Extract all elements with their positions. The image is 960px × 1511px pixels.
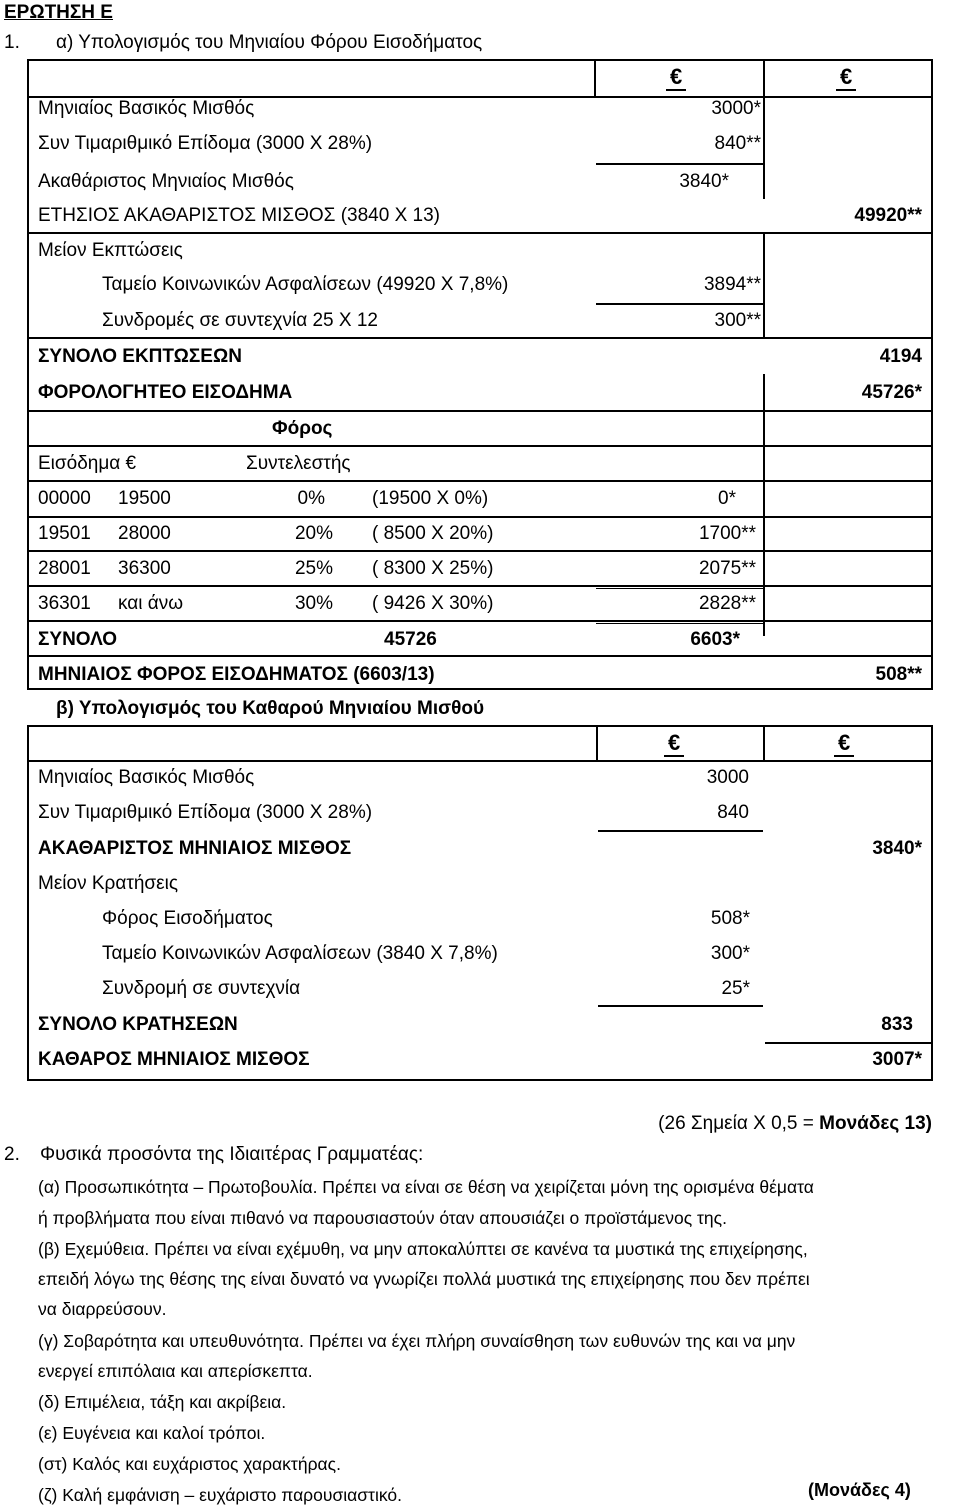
bracket-rate: 20% [294,523,333,544]
row-total: 4194 [879,346,922,367]
row-total: 3007* [872,1049,922,1070]
list-line: (ζ) Καλή εμφάνιση – ευχάριστο παρουσιαστικό. [38,1485,402,1505]
item-1-number: 1. [4,32,20,53]
row-label: Μηνιαίος Βασικός Μισθός [38,98,255,119]
total-label: ΣΥΝΟΛΟ [38,629,118,650]
bracket-lo: 28001 [38,558,91,579]
row-amount: 840 [717,802,749,823]
list-line: (στ) Καλός και ευχάριστος χαρακτήρας. [38,1454,341,1474]
bracket-tax: 0* [718,488,736,509]
list-line: να διαρρεύσουν. [38,1299,167,1319]
row-label: Συνδρομές σε συντεχνία 25 Χ 12 [102,310,378,331]
section-b-title: β) Υπολογισμός του Καθαρού Μηνιαίου Μισθού [56,698,485,719]
total-tax: 6603* [690,629,740,650]
row-label: Μείον Κρατήσεις [38,873,178,894]
list-line: (α) Προσωπικότητα – Πρωτοβουλία. Πρέπει να είναι σε θέση να χειρίζεται μόνη της ορισμένα θέματα [38,1177,814,1197]
bracket-calc: ( 8500 Χ 20%) [372,523,494,544]
income-label: Εισόδημα € [38,453,137,474]
bracket-rate: 0% [297,488,325,509]
row-label: ΚΑΘΑΡΟΣ ΜΗΝΙΑΙΟΣ ΜΙΣΘΟΣ [38,1049,310,1070]
bracket-tax: 2075** [698,558,756,579]
row-label: Συν Τιμαριθμικό Επίδομα (3000 Χ 28%) [38,133,373,154]
bracket-lo: 19501 [38,523,91,544]
item-2-points: (Μονάδες 4) [808,1480,911,1500]
row-label: Συν Τιμαριθμικό Επίδομα (3000 Χ 28%) [38,802,373,823]
row-amount: 508* [710,908,750,929]
row-amount: 3894** [703,274,761,295]
row-label: Ακαθάριστος Μηνιαίος Μισθός [38,171,294,192]
rate-label: Συντελεστής [246,453,351,474]
bracket-rate: 25% [294,558,333,579]
bracket-tax: 1700** [698,523,756,544]
list-line: επειδή λόγω της θέσης της είναι δυνατό να γνωρίζει πολλά μυστικά της επιχείρησης που δεν πρέπει [38,1269,810,1289]
row-total: 49920** [854,205,922,226]
list-line: ή προβλήματα που είναι πιθανό να παρουσιαστούν όταν απουσιάζει ο προϊστάμενος της. [38,1208,727,1228]
bracket-hi: και άνω [118,593,184,614]
bracket-calc: (19500 Χ 0%) [372,488,489,509]
list-line: (ε) Ευγένεια και καλοί τρόποι. [38,1423,266,1443]
item-2-number: 2. [4,1144,20,1165]
row-label: Φόρος Εισοδήματος [102,908,273,929]
bracket-lo: 36301 [38,593,91,614]
list-line: (γ) Σοβαρότητα και υπευθυνότητα. Πρέπει να έχει πλήρη συναίσθηση των ευθυνών της και να μην [38,1331,796,1351]
row-label: Ταμείο Κοινωνικών Ασφαλίσεων (3840 Χ 7,8%) [102,943,498,964]
row-total: 508** [875,664,922,685]
bracket-calc: ( 9426 Χ 30%) [372,593,494,614]
row-label: ΑΚΑΘΑΡΙΣΤΟΣ ΜΗΝΙΑΙΟΣ ΜΙΣΘΟΣ [38,838,352,859]
row-total: 833 [881,1014,913,1035]
row-label: Ταμείο Κοινωνικών Ασφαλίσεων (49920 Χ 7,8%) [102,274,509,295]
row-label: Μείον Εκπτώσεις [38,240,183,261]
row-total: 3840* [872,838,922,859]
bracket-hi: 28000 [118,523,171,544]
bracket-hi: 19500 [118,488,171,509]
row-label: ΣΥΝΟΛΟ ΕΚΠΤΩΣΕΩΝ [38,346,242,367]
bracket-hi: 36300 [118,558,171,579]
item-1-title: α) Υπολογισμός του Μηνιαίου Φόρου Εισοδήματος [56,32,483,53]
list-line: (δ) Επιμέλεια, τάξη και ακρίβεια. [38,1392,287,1412]
euro-icon: € [670,64,683,89]
row-label: ΦΟΡΟΛΟΓΗΤΕΟ ΕΙΣΟΔΗΜΑ [38,382,293,403]
row-amount: 3000* [711,98,761,119]
euro-icon: € [125,453,137,474]
question-heading: ΕΡΩΤΗΣΗ Ε [4,2,113,23]
row-amount: 300** [714,310,761,331]
row-label: ΕΤΗΣΙΟΣ ΑΚΑΘΑΡΙΣΤΟΣ ΜΙΣΘΟΣ (3840 Χ 13) [38,205,440,226]
row-total: 45726* [861,382,922,403]
row-label: Μηνιαίος Βασικός Μισθός [38,767,255,788]
row-amount: 840** [714,133,761,154]
row-label: Συνδρομή σε συντεχνία [102,978,301,999]
list-line: (β) Εχεμύθεια. Πρέπει να είναι εχέμυθη, να μην αποκαλύπτει σε κανένα τα μυστικά της επιχείρησης, [38,1239,808,1259]
euro-icon: € [838,730,851,755]
bracket-lo: 00000 [38,488,91,509]
bracket-calc: ( 8300 Χ 25%) [372,558,494,579]
bracket-rate: 30% [294,593,333,614]
score-note: (26 Σημεία Χ 0,5 = Μονάδες 13) [658,1113,932,1134]
list-line: ενεργεί επιπόλαια και απερίσκεπτα. [38,1361,313,1381]
row-amount: 3840* [679,171,729,192]
euro-icon: € [840,64,853,89]
row-label: ΜΗΝΙΑΙΟΣ ΦΟΡΟΣ ΕΙΣΟΔΗΜΑΤΟΣ (6603/13) [38,664,435,685]
euro-icon: € [668,730,681,755]
row-amount: 300* [710,943,750,964]
item-2-title: Φυσικά προσόντα της Ιδιαιτέρας Γραμματέας: [40,1144,424,1165]
bracket-tax: 2828** [698,593,756,614]
total-income: 45726 [384,629,437,650]
tax-heading: Φόρος [272,418,333,439]
row-amount: 3000 [706,767,749,788]
row-amount: 25* [721,978,750,999]
row-label: ΣΥΝΟΛΟ ΚΡΑΤΗΣΕΩΝ [38,1014,238,1035]
